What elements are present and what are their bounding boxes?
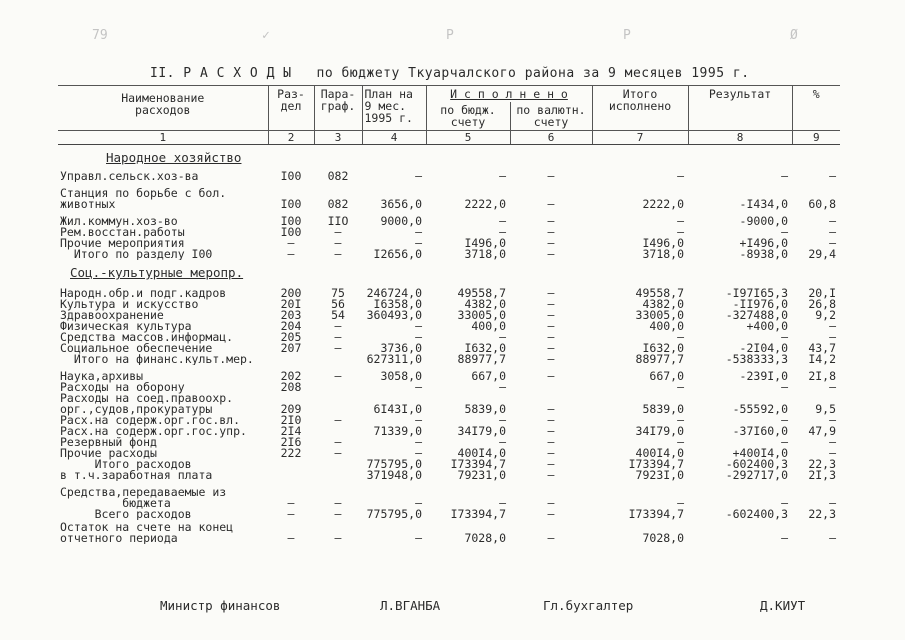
cell-pct: – bbox=[829, 380, 837, 394]
cell-razdel: 208 bbox=[280, 380, 302, 394]
col-number: 8 bbox=[688, 131, 792, 145]
table-row-group bbox=[58, 365, 840, 481]
cell-pct: – bbox=[829, 225, 837, 239]
cell-razdel: 222 bbox=[280, 446, 302, 460]
cell-plan: 775795,0 bbox=[366, 457, 422, 471]
cell-rezultat: +400,0 bbox=[746, 319, 789, 333]
cell-name: бюджета bbox=[60, 496, 171, 510]
cell-valyut: – bbox=[547, 169, 555, 182]
cell-name: Прочие расходы bbox=[60, 446, 157, 460]
cell-valyut: – bbox=[547, 341, 555, 355]
cell-pct: – bbox=[829, 531, 837, 544]
cell-budzh: – bbox=[499, 214, 506, 228]
cell-name: Расходы на оборону bbox=[60, 380, 185, 394]
cell-pct: 20,I bbox=[808, 286, 837, 300]
col-number: 6 bbox=[510, 131, 592, 145]
cell-razdel bbox=[270, 459, 312, 470]
cell-valyut: – bbox=[547, 319, 555, 333]
cell-itogo: – bbox=[677, 330, 685, 344]
cell-plan: – bbox=[415, 435, 422, 449]
cell-name: Резервный фонд bbox=[60, 435, 157, 449]
cell-pct: – bbox=[829, 169, 837, 182]
cell-itogo: – bbox=[677, 380, 685, 394]
cell-pct: 29,4 bbox=[808, 247, 837, 260]
stamp-mark: P bbox=[446, 28, 454, 43]
faint-stamp-marks bbox=[0, 28, 905, 48]
cell-budzh: 34I79,0 bbox=[457, 424, 506, 438]
table-row-group bbox=[58, 182, 840, 210]
header-po-budzh: по бюдж. счету bbox=[426, 102, 510, 131]
cell-pct: 47,9 bbox=[808, 424, 837, 438]
cell-plan: – bbox=[415, 380, 422, 394]
cell-itogo: 7923I,0 bbox=[635, 468, 685, 481]
cell-paragraf: – bbox=[334, 435, 342, 449]
cell-pct: – bbox=[829, 330, 837, 344]
col-number: 9 bbox=[792, 131, 840, 145]
cell-budzh: 667,0 bbox=[471, 369, 506, 383]
cell-valyut: – bbox=[547, 413, 555, 427]
cell-razdel: – bbox=[287, 531, 295, 544]
cell-itogo: – bbox=[677, 413, 685, 427]
col-number: 7 bbox=[592, 131, 688, 145]
table-row-group bbox=[58, 481, 840, 520]
stamp-mark: ✓ bbox=[262, 28, 270, 43]
cell-budzh: – bbox=[499, 413, 506, 427]
cell-paragraf: – bbox=[334, 507, 342, 520]
cell-rezultat bbox=[690, 522, 788, 533]
cell-rezultat: -I97I65,3 bbox=[725, 286, 789, 300]
cell-name: в т.ч.заработная плата bbox=[60, 468, 213, 481]
cell-budzh: 4382,0 bbox=[464, 297, 506, 311]
cell-pct: 9,5 bbox=[815, 402, 837, 416]
cell-itogo: 4382,0 bbox=[642, 297, 685, 311]
cell-paragraf: – bbox=[334, 247, 342, 260]
cell-plan: 775795,0 bbox=[366, 507, 422, 520]
cell-itogo: 34I79,0 bbox=[635, 424, 685, 438]
cell-rezultat: -8938,0 bbox=[739, 247, 789, 260]
header-razdel: Раз- дел bbox=[268, 86, 314, 131]
table-row-group bbox=[58, 167, 840, 182]
cell-valyut: – bbox=[547, 286, 555, 300]
cell-plan: – bbox=[415, 319, 422, 333]
cell-itogo: I632,0 bbox=[642, 341, 685, 355]
col-number: 3 bbox=[314, 131, 362, 145]
cell-budzh: I496,0 bbox=[464, 236, 506, 250]
cell-rezultat: – bbox=[781, 496, 789, 510]
cell-plan: – bbox=[415, 446, 422, 460]
cell-itogo: 88977,7 bbox=[635, 352, 685, 365]
cell-name: Итого на финанс.культ.мер. bbox=[60, 352, 254, 365]
stamp-mark: P bbox=[623, 28, 631, 43]
cell-razdel: I00 bbox=[280, 214, 302, 228]
section-title: Соц.-культурные меропр. bbox=[70, 265, 244, 280]
cell-valyut: – bbox=[547, 369, 555, 383]
cell-razdel: 200 bbox=[280, 286, 302, 300]
cell-budzh: 400,0 bbox=[471, 319, 506, 333]
cell-itogo: 49558,7 bbox=[635, 286, 685, 300]
cell-valyut: – bbox=[547, 402, 555, 416]
cell-name: Расх.на содерж.орг.гос.упр. bbox=[60, 424, 247, 438]
stamp-mark: 79 bbox=[92, 28, 108, 43]
cell-paragraf: – bbox=[334, 446, 342, 460]
cell-valyut: – bbox=[547, 435, 555, 449]
cell-plan: – bbox=[415, 330, 422, 344]
cell-razdel: I00 bbox=[280, 169, 302, 182]
cell-plan: 3058,0 bbox=[380, 369, 422, 383]
expenditure-table bbox=[58, 85, 840, 544]
header-name: Наименование расходов bbox=[58, 86, 268, 131]
cell-paragraf: – bbox=[334, 531, 342, 544]
cell-pct: – bbox=[829, 496, 837, 510]
cell-name: Рем.восстан.работы bbox=[60, 225, 185, 239]
cell-plan: – bbox=[415, 413, 422, 427]
header-paragraf: Пара- граф. bbox=[314, 86, 362, 131]
col-number: 2 bbox=[268, 131, 314, 145]
cell-plan: 9000,0 bbox=[380, 214, 422, 228]
cell-budzh: – bbox=[499, 435, 506, 449]
cell-name: Прочие мероприятия bbox=[60, 236, 185, 250]
cell-valyut: – bbox=[547, 446, 555, 460]
cell-razdel: 2I6 bbox=[280, 435, 302, 449]
cell-pct: 26,8 bbox=[808, 297, 837, 311]
cell-plan bbox=[364, 522, 422, 533]
cell-valyut: – bbox=[547, 297, 555, 311]
cell-paragraf: – bbox=[334, 236, 342, 250]
cell-itogo: 7028,0 bbox=[642, 531, 685, 544]
cell-itogo: I496,0 bbox=[642, 236, 685, 250]
cell-valyut: – bbox=[547, 236, 555, 250]
cell-plan: I6358,0 bbox=[373, 297, 422, 311]
cell-pct: – bbox=[829, 236, 837, 250]
cell-paragraf: 56 bbox=[331, 297, 345, 311]
cell-budzh: I73394,7 bbox=[450, 457, 506, 471]
cell-pct: 22,3 bbox=[808, 457, 837, 471]
cell-valyut: – bbox=[547, 507, 555, 520]
cell-pct: I4,2 bbox=[808, 352, 837, 365]
cell-plan: 360493,0 bbox=[366, 308, 422, 322]
cell-razdel: 202 bbox=[280, 369, 302, 383]
signature-footer bbox=[0, 598, 905, 616]
cell-paragraf: – bbox=[334, 341, 342, 355]
header-itogo: Итого исполнено bbox=[592, 86, 688, 131]
cell-rezultat: -2I04,0 bbox=[739, 341, 789, 355]
cell-paragraf: – bbox=[334, 319, 342, 333]
cell-itogo: I73394,7 bbox=[628, 457, 685, 471]
cell-pct: 22,3 bbox=[808, 507, 837, 520]
cell-plan: – bbox=[415, 169, 422, 182]
table-row-group bbox=[58, 210, 840, 260]
cell-paragraf: 082 bbox=[327, 197, 349, 210]
cell-name: отчетного периода bbox=[60, 531, 178, 544]
cell-plan: 371948,0 bbox=[366, 468, 422, 481]
col-number: 1 bbox=[58, 131, 268, 145]
cell-rezultat: -239I,0 bbox=[739, 369, 789, 383]
cell-pct: 43,7 bbox=[808, 341, 837, 355]
cell-name: Физическая культура bbox=[60, 319, 192, 333]
cell-rezultat: – bbox=[781, 380, 789, 394]
cell-plan: 6I43I,0 bbox=[373, 402, 422, 416]
cell-razdel: 204 bbox=[280, 319, 302, 333]
cell-itogo: 3718,0 bbox=[642, 247, 685, 260]
cell-valyut: – bbox=[547, 457, 555, 471]
cell-itogo: – bbox=[677, 169, 685, 182]
cell-valyut: – bbox=[547, 214, 555, 228]
header-pct: % bbox=[792, 86, 840, 131]
cell-name: Расходы на соед.правоохр. bbox=[60, 391, 234, 405]
cell-plan: – bbox=[415, 225, 422, 239]
cell-itogo: 400I4,0 bbox=[635, 446, 685, 460]
cell-name: Социальное обеспечение bbox=[60, 341, 213, 355]
cell-name: Культура и искусство bbox=[60, 297, 199, 311]
cell-rezultat: +400I4,0 bbox=[732, 446, 789, 460]
header-ispolneno: И с п о л н е н о bbox=[426, 86, 592, 103]
cell-razdel: – bbox=[287, 247, 295, 260]
cell-itogo: 5839,0 bbox=[642, 402, 685, 416]
cell-paragraf: 082 bbox=[327, 169, 349, 182]
cell-plan: I2656,0 bbox=[373, 247, 422, 260]
cell-razdel: 207 bbox=[280, 341, 302, 355]
accountant-name: Д.КИУТ bbox=[760, 598, 806, 613]
cell-name: Расх.на содерж.орг.гос.вл. bbox=[60, 413, 241, 427]
cell-itogo: I73394,7 bbox=[628, 507, 685, 520]
cell-valyut: – bbox=[547, 330, 555, 344]
section-header-row bbox=[58, 145, 840, 168]
cell-paragraf bbox=[316, 354, 360, 365]
cell-razdel: 20I bbox=[280, 297, 302, 311]
cell-paragraf: 75 bbox=[331, 286, 345, 300]
cell-rezultat: – bbox=[781, 435, 789, 449]
cell-paragraf bbox=[316, 470, 360, 481]
cell-razdel: 205 bbox=[280, 330, 302, 344]
cell-name: животных bbox=[60, 197, 116, 210]
cell-itogo: 2222,0 bbox=[642, 197, 685, 210]
cell-pct: 60,8 bbox=[808, 197, 837, 210]
cell-razdel: 203 bbox=[280, 308, 302, 322]
cell-valyut: – bbox=[547, 308, 555, 322]
cell-budzh: 49558,7 bbox=[457, 286, 506, 300]
cell-paragraf: IIO bbox=[327, 214, 349, 228]
cell-budzh: 400I4,0 bbox=[457, 446, 506, 460]
cell-paragraf: – bbox=[334, 413, 342, 427]
cell-rezultat: – bbox=[781, 413, 789, 427]
cell-name: Станция по борьбе с бол. bbox=[60, 186, 227, 200]
cell-budzh: 79231,0 bbox=[457, 468, 506, 481]
cell-paragraf bbox=[316, 393, 360, 404]
cell-rezultat: -292717,0 bbox=[725, 468, 789, 481]
cell-rezultat: -538333,3 bbox=[725, 352, 789, 365]
cell-rezultat: – bbox=[781, 169, 789, 182]
cell-name: Здравоохранение bbox=[60, 308, 164, 322]
accountant-label: Гл.бухгалтер bbox=[543, 598, 634, 613]
cell-valyut bbox=[512, 382, 590, 393]
section-title: Народное хозяйство bbox=[106, 150, 242, 165]
cell-plan: 627311,0 bbox=[366, 352, 422, 365]
section-header-row bbox=[58, 260, 840, 282]
cell-plan: – bbox=[415, 236, 422, 250]
table-body bbox=[58, 145, 840, 545]
cell-name: Управл.сельск.хоз-ва bbox=[60, 169, 199, 182]
cell-razdel: – bbox=[287, 507, 295, 520]
cell-valyut: – bbox=[547, 468, 555, 481]
cell-razdel: – bbox=[287, 236, 295, 250]
cell-razdel: I00 bbox=[280, 197, 302, 210]
cell-budzh: 5839,0 bbox=[464, 402, 506, 416]
cell-razdel: 2I0 bbox=[280, 413, 302, 427]
cell-pct: – bbox=[829, 214, 837, 228]
cell-rezultat: – bbox=[781, 330, 789, 344]
cell-rezultat: -327488,0 bbox=[725, 308, 789, 322]
cell-rezultat: -602400,3 bbox=[725, 507, 789, 520]
header-plan: План на 9 мес. 1995 г. bbox=[362, 86, 426, 131]
cell-paragraf: – bbox=[334, 496, 342, 510]
cell-rezultat: – bbox=[781, 225, 789, 239]
cell-paragraf bbox=[316, 459, 360, 470]
cell-itogo bbox=[594, 487, 684, 498]
cell-rezultat: +I496,0 bbox=[739, 236, 789, 250]
cell-itogo: 33005,0 bbox=[635, 308, 685, 322]
cell-valyut: – bbox=[547, 247, 555, 260]
cell-paragraf: – bbox=[334, 225, 342, 239]
cell-name: Остаток на счете на конец bbox=[60, 520, 234, 534]
cell-plan: – bbox=[415, 531, 422, 544]
cell-paragraf: – bbox=[334, 330, 342, 344]
cell-itogo: – bbox=[677, 225, 685, 239]
cell-rezultat: -I434,0 bbox=[739, 197, 789, 210]
cell-pct: – bbox=[829, 435, 837, 449]
cell-valyut: – bbox=[547, 197, 555, 210]
cell-pct: 2I,8 bbox=[808, 369, 837, 383]
cell-plan: 3736,0 bbox=[380, 341, 422, 355]
cell-rezultat bbox=[690, 487, 788, 498]
cell-name: Всего расходов bbox=[60, 507, 192, 520]
cell-rezultat: -55592,0 bbox=[732, 402, 789, 416]
cell-paragraf: 54 bbox=[331, 308, 345, 322]
cell-valyut: – bbox=[547, 496, 555, 510]
minister-name: Л.ВГАНБА bbox=[380, 598, 441, 613]
cell-budzh: I73394,7 bbox=[450, 507, 506, 520]
cell-name: орг.,судов,прокуратуры bbox=[60, 402, 213, 416]
stamp-mark: Ø bbox=[790, 28, 798, 43]
minister-label: Министр финансов bbox=[160, 598, 281, 613]
cell-rezultat: – bbox=[781, 531, 789, 544]
cell-budzh bbox=[428, 487, 506, 498]
cell-budzh: 3718,0 bbox=[464, 247, 506, 260]
cell-razdel: I00 bbox=[280, 225, 302, 239]
cell-name: Итого расходов bbox=[60, 457, 192, 471]
header-row bbox=[58, 86, 840, 103]
cell-budzh: – bbox=[499, 330, 506, 344]
cell-budzh: – bbox=[499, 169, 506, 182]
header-rezultat: Результат bbox=[688, 86, 792, 131]
cell-itogo: – bbox=[677, 214, 685, 228]
cell-budzh: 88977,7 bbox=[457, 352, 506, 365]
cell-plan: 246724,0 bbox=[366, 286, 422, 300]
cell-budzh: – bbox=[499, 380, 506, 394]
cell-pct: 9,2 bbox=[815, 308, 837, 322]
cell-pct: – bbox=[829, 319, 837, 333]
col-number: 5 bbox=[426, 131, 510, 145]
cell-paragraf: – bbox=[334, 369, 342, 383]
col-number: 4 bbox=[362, 131, 426, 145]
cell-pct: – bbox=[829, 446, 837, 460]
cell-valyut: – bbox=[547, 225, 555, 239]
cell-pct: – bbox=[829, 413, 837, 427]
cell-plan bbox=[364, 487, 422, 498]
cell-razdel: 2I4 bbox=[280, 424, 302, 438]
cell-rezultat: -37I60,0 bbox=[732, 424, 789, 438]
cell-rezultat: -602400,3 bbox=[725, 457, 789, 471]
table-row-group bbox=[58, 520, 840, 544]
cell-valyut: – bbox=[547, 531, 555, 544]
cell-name: Жил.коммун.хоз-во bbox=[60, 214, 178, 228]
table-row-group bbox=[58, 282, 840, 365]
cell-budzh: 2222,0 bbox=[464, 197, 506, 210]
cell-budzh: I632,0 bbox=[464, 341, 506, 355]
cell-budzh: – bbox=[499, 225, 506, 239]
cell-budzh: – bbox=[499, 496, 506, 510]
document-title: II. Р А С Х О Д Ы по бюджету Ткуарчалского района за 9 месяцев 1995 г. bbox=[150, 66, 750, 81]
cell-plan: 71339,0 bbox=[373, 424, 422, 438]
cell-rezultat: -II976,0 bbox=[732, 297, 789, 311]
cell-itogo: – bbox=[677, 435, 685, 449]
cell-razdel: – bbox=[287, 496, 295, 510]
cell-razdel bbox=[270, 354, 312, 365]
header-po-valyut: по валютн. счету bbox=[510, 102, 592, 131]
cell-pct: 2I,3 bbox=[808, 468, 837, 481]
cell-rezultat: -9000,0 bbox=[739, 214, 789, 228]
cell-valyut: – bbox=[547, 352, 555, 365]
cell-budzh: 33005,0 bbox=[457, 308, 506, 322]
cell-itogo: 667,0 bbox=[649, 369, 685, 383]
cell-paragraf bbox=[316, 382, 360, 393]
cell-razdel bbox=[270, 470, 312, 481]
cell-razdel: 209 bbox=[280, 402, 302, 416]
cell-name: Итого по разделу I00 bbox=[60, 247, 213, 260]
column-number-row bbox=[58, 131, 840, 145]
cell-name: Средства массов.информац. bbox=[60, 330, 234, 344]
cell-itogo: – bbox=[677, 496, 685, 510]
cell-name: Народн.обр.и подг.кадров bbox=[60, 286, 227, 300]
cell-budzh: 7028,0 bbox=[464, 531, 506, 544]
cell-plan: 3656,0 bbox=[380, 197, 422, 210]
cell-name: Наука,архивы bbox=[60, 369, 144, 383]
cell-valyut: – bbox=[547, 424, 555, 438]
cell-plan: – bbox=[415, 496, 422, 510]
cell-name: Средства,передаваемые из bbox=[60, 485, 227, 499]
cell-itogo: 400,0 bbox=[649, 319, 685, 333]
